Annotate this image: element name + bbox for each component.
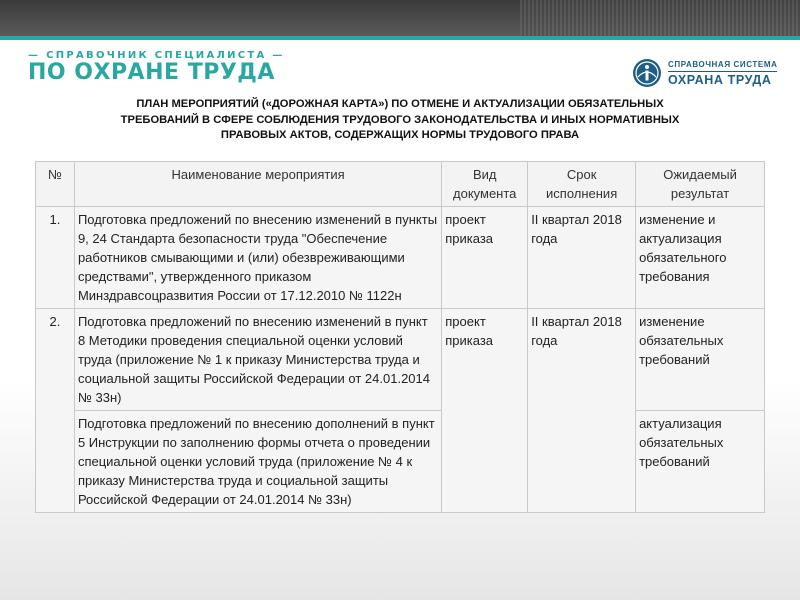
- accent-line: [0, 36, 800, 40]
- brand-right-line1: СПРАВОЧНАЯ СИСТЕМА: [668, 59, 778, 69]
- row2-name: Подготовка предложений по внесению изменений в пункт 8 Методики проведения специальной оценки условий труда (приложение № 1 к приказу Министерства труда и социальной защиты Российской Федерации от 24.01.2014 № 33н): [74, 309, 441, 411]
- title-line-2: ТРЕБОВАНИЙ В СФЕРЕ СОБЛЮДЕНИЯ ТРУДОВОГО ЗАКОНОДАТЕЛЬСТВА И ИНЫХ НОРМАТИВНЫХ: [120, 113, 680, 126]
- table-row: [36, 207, 765, 309]
- roadmap-table: [35, 161, 765, 513]
- info-globe-logo-icon: [632, 58, 662, 88]
- top-bar: [0, 0, 800, 36]
- row3-name: Подготовка предложений по внесению дополнений в пункт 5 Инструкции по заполнению формы отчета о проведении специальной оценки условий труда (приложение № 4 к приказу Министерства труда и социальной защиты Российской Федерации от 24.01.2014 № 33н): [74, 411, 441, 513]
- row1-number: 1.: [36, 207, 75, 309]
- row1-result: изменение и актуализация обязательного требования: [636, 207, 765, 309]
- top-bar-pattern: [520, 0, 800, 36]
- row2-result: изменение обязательных требований: [636, 309, 765, 411]
- brand-subtitle: — СПРАВОЧНИК СПЕЦИАЛИСТА —: [28, 50, 285, 61]
- row2-term: II квартал 2018 года: [528, 309, 636, 513]
- header-term: Срок исполнения: [528, 162, 636, 207]
- brand-right: [632, 58, 777, 88]
- table-header-row: [36, 162, 765, 207]
- header-doc-type: Вид документа: [442, 162, 528, 207]
- row1-doc-type: проект приказа: [442, 207, 528, 309]
- header-result: Ожидаемый результат: [636, 162, 765, 207]
- row1-term: II квартал 2018 года: [528, 207, 636, 309]
- brand-left: [28, 50, 285, 85]
- brand-title: ПО ОХРАНЕ ТРУДА: [28, 60, 275, 85]
- table-row: [36, 411, 765, 513]
- title-line-3: ПРАВОВЫХ АКТОВ, СОДЕРЖАЩИХ НОРМЫ ТРУДОВОГО ПРАВА: [220, 129, 580, 141]
- row3-result: актуализация обязательных требований: [636, 411, 765, 513]
- title-line-1: ПЛАН МЕРОПРИЯТИЙ («ДОРОЖНАЯ КАРТА») ПО ОТМЕНЕ И АКТУАЛИЗАЦИИ ОБЯЗАТЕЛЬНЫХ: [136, 98, 664, 110]
- header-name: Наименование мероприятия: [74, 162, 441, 207]
- brand-right-line2: ОХРАНА ТРУДА: [668, 71, 777, 87]
- row2-number: 2.: [36, 309, 75, 513]
- row2-doc-type: проект приказа: [442, 309, 528, 513]
- header-number: №: [36, 162, 75, 207]
- table-row: [36, 309, 765, 411]
- row1-name: Подготовка предложений по внесению изменений в пункты 9, 24 Стандарта безопасности труда "Обеспечение работников смывающими и (или) обезвреживающими средствами", утвержденного приказом Минздравсоцразвития России от 17.12.2010 № 1122н: [74, 207, 441, 309]
- page-title: [40, 97, 760, 144]
